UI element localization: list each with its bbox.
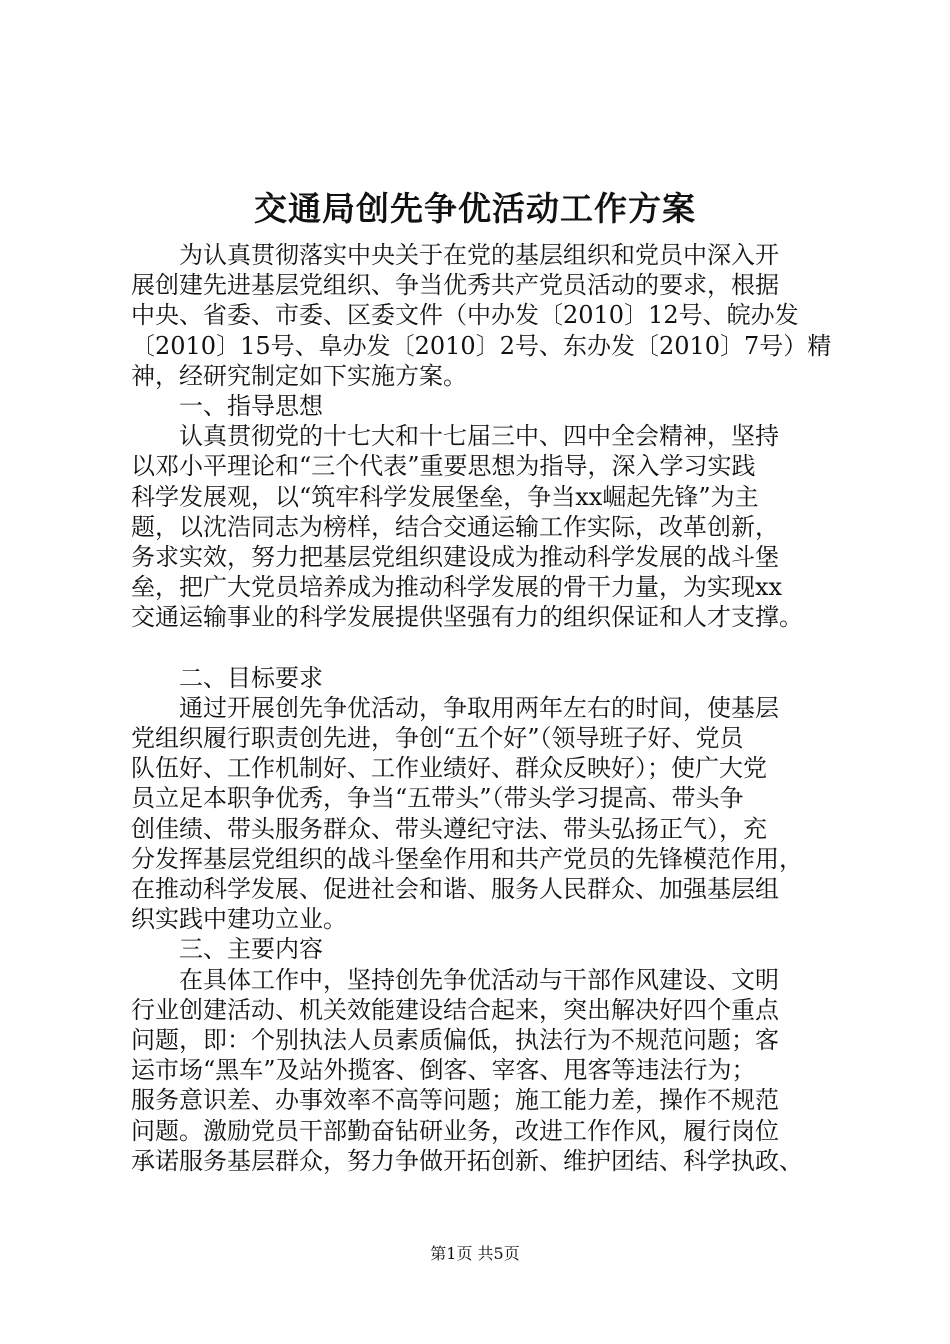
main-content-paragraph: 在具体工作中，坚持创先争优活动与干部作风建设、文明 行业创建活动、机关效能建设结合起来，突出解决好四个重点 问题，即：个别执法人员素质偏低，执法行为不规范问题；客 运市场“黑车”及站外揽客、倒客、宰客、甩客等违法行为； 服务意识差、办事效率不高等问题；施工能力差，操作不规范 问题。激励党员干部勤奋钻研业务，改进工作作风，履行岗位 承诺服务基层群众，努力争做开拓创新、维护团结、科学执政、 <box>131 965 803 1175</box>
intro-paragraph: 为认真贯彻落实中央关于在党的基层组织和党员中深入开 展创建先进基层党组织、争当优秀共产党员活动的要求，根据 中央、省委、市委、区委文件（中办发〔2010〕12号、皖办发 〔2010〕15号、阜办发〔2010〕2号、东办发〔2010〕7号）精 神，经研究制定如下实施方案。 <box>131 241 832 390</box>
section-heading-objectives: 二、目标要求 <box>179 663 323 692</box>
page-footer: 第1页 共5页 <box>430 1244 520 1263</box>
objectives-paragraph: 通过开展创先争优活动，争取用两年左右的时间，使基层 党组织履行职责创先进，争创“五个好”（领导班子好、党员 队伍好、工作机制好、工作业绩好、群众反映好）；使广大党 员立足本职争优秀，争当“五带头”（带头学习提高、带头争 创佳绩、带头服务群众、带头遵纪守法、带头弘扬正气），充 分发挥基层党组织的战斗堡垒作用和共产党员的先锋模范作用， 在推动科学发展、促进社会和谐、服务人民群众、加强基层组 织实践中建功立业。 <box>131 693 803 934</box>
section-heading-main-content: 三、主要内容 <box>179 935 323 964</box>
document-title: 交通局创先争优活动工作方案 <box>254 189 696 228</box>
document-body <box>131 240 851 1176</box>
guiding-ideology-paragraph: 认真贯彻党的十七大和十七届三中、四中全会精神，坚持 以邓小平理论和“三个代表”重要思想为指导，深入学习实践 科学发展观，以“筑牢科学发展堡垒，争当xx崛起先锋”为主 题，以沈浩同志为榜样，结合交通运输工作实际，改革创新， 务求实效，努力把基层党组织建设成为推动科学发展的战斗堡 垒，把广大党员培养成为推动科学发展的骨干力量，为实现xx 交通运输事业的科学发展提供坚强有力的组织保证和人才支撑。 <box>131 422 803 632</box>
section-heading-guiding-ideology: 一、指导思想 <box>179 392 323 421</box>
